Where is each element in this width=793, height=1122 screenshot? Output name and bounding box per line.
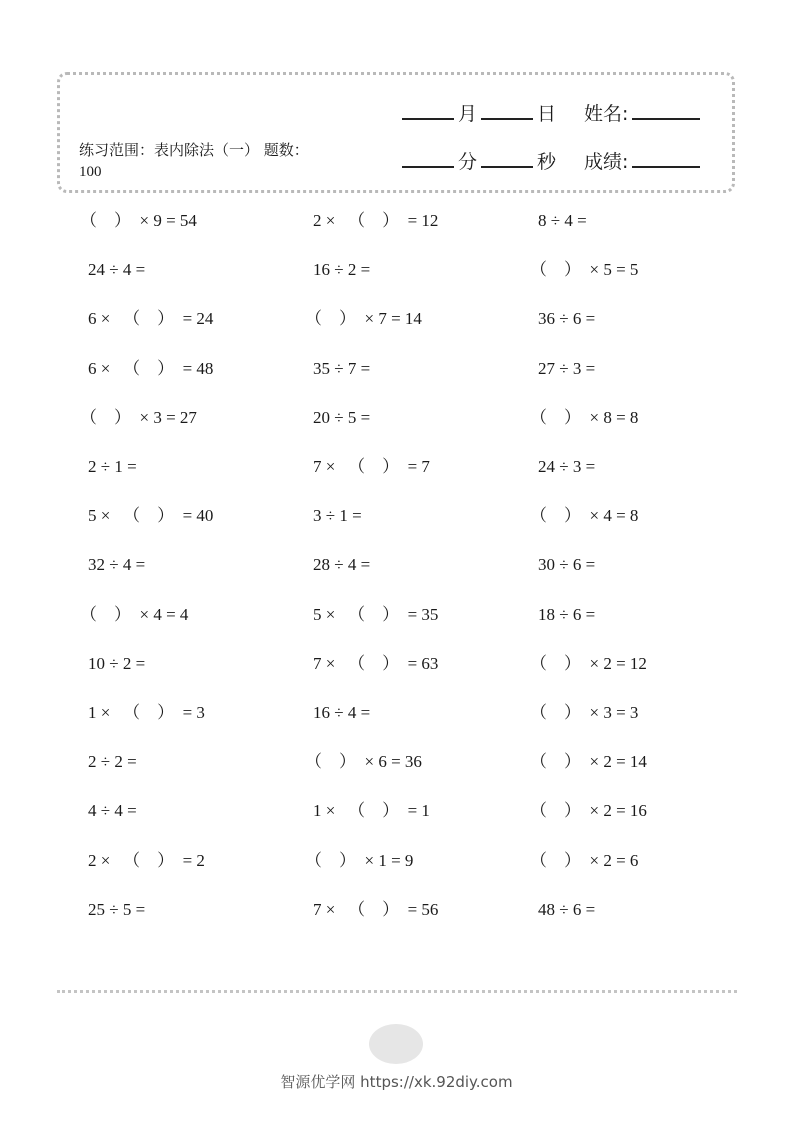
month-label: 月: [458, 103, 478, 125]
name-label: 姓名:: [584, 103, 629, 125]
problem-item: （ ） × 8 = 8: [530, 408, 639, 427]
problem-item: 24 ÷ 3 =: [538, 457, 596, 476]
problem-item: 2 ÷ 1 =: [88, 457, 137, 476]
day-label: 日: [537, 103, 557, 125]
footer-divider: [57, 990, 737, 993]
problem-item: （ ） × 2 = 14: [530, 752, 647, 771]
problem-item: 36 ÷ 6 =: [538, 309, 596, 328]
problem-item: 7 × （ ） = 63: [313, 654, 439, 673]
scope-text: 练习范围：表内除法（一） 题数：: [79, 141, 309, 159]
question-count: 100: [79, 164, 102, 180]
problem-item: 18 ÷ 6 =: [538, 605, 596, 624]
problem-item: （ ） × 3 = 3: [530, 703, 639, 722]
problem-item: 16 ÷ 4 =: [313, 703, 371, 722]
problem-item: （ ） × 2 = 6: [530, 851, 639, 870]
problem-item: 2 × （ ） = 2: [88, 851, 205, 870]
problem-item: 5 × （ ） = 35: [313, 605, 439, 624]
problem-item: （ ） × 4 = 8: [530, 506, 639, 525]
problem-item: （ ） × 1 = 9: [305, 851, 414, 870]
problem-item: 6 × （ ） = 24: [88, 309, 214, 328]
problem-item: 8 ÷ 4 =: [538, 211, 587, 230]
problem-item: 16 ÷ 2 =: [313, 260, 371, 279]
problem-item: 6 × （ ） = 48: [88, 359, 214, 378]
problem-item: （ ） × 2 = 12: [530, 654, 647, 673]
problem-item: 28 ÷ 4 =: [313, 555, 371, 574]
problem-item: 4 ÷ 4 =: [88, 801, 137, 820]
problem-item: 32 ÷ 4 =: [88, 555, 146, 574]
problem-item: （ ） × 9 = 54: [80, 211, 197, 230]
problem-item: （ ） × 2 = 16: [530, 801, 647, 820]
problem-item: 35 ÷ 7 =: [313, 359, 371, 378]
problem-item: 3 ÷ 1 =: [313, 506, 362, 525]
minute-label: 分: [458, 151, 478, 173]
problem-item: 24 ÷ 4 =: [88, 260, 146, 279]
footer-watermark: 智源优学网 https://xk.92diy.com: [280, 1073, 513, 1091]
problem-item: （ ） × 3 = 27: [80, 408, 197, 427]
problem-item: 1 × （ ） = 1: [313, 801, 430, 820]
problem-item: 2 × （ ） = 12: [313, 211, 439, 230]
problem-item: 20 ÷ 5 =: [313, 408, 371, 427]
problem-item: 27 ÷ 3 =: [538, 359, 596, 378]
second-label: 秒: [537, 151, 557, 173]
problem-item: 7 × （ ） = 7: [313, 457, 430, 476]
problem-item: （ ） × 6 = 36: [305, 752, 422, 771]
problem-item: 10 ÷ 2 =: [88, 654, 146, 673]
page-number-oval: [369, 1024, 423, 1064]
score-label: 成绩:: [584, 151, 629, 173]
problem-item: （ ） × 4 = 4: [80, 605, 189, 624]
problem-item: 1 × （ ） = 3: [88, 703, 205, 722]
problem-item: 48 ÷ 6 =: [538, 900, 596, 919]
problem-item: 25 ÷ 5 =: [88, 900, 146, 919]
problem-item: 30 ÷ 6 =: [538, 555, 596, 574]
problem-item: （ ） × 7 = 14: [305, 309, 422, 328]
problem-item: 2 ÷ 2 =: [88, 752, 137, 771]
problem-item: （ ） × 5 = 5: [530, 260, 639, 279]
problem-item: 5 × （ ） = 40: [88, 506, 214, 525]
problem-item: 7 × （ ） = 56: [313, 900, 439, 919]
